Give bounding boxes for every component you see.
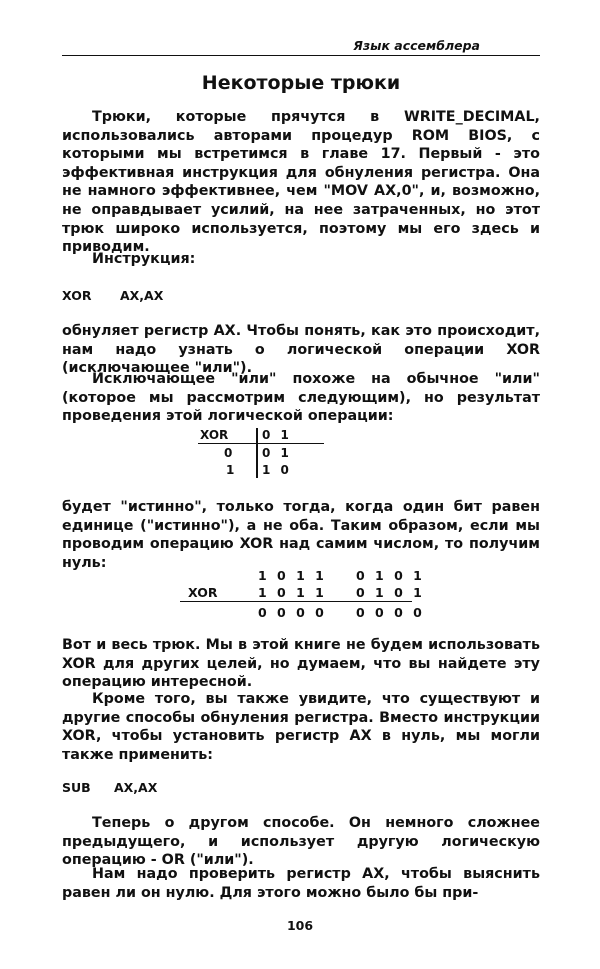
calc-sum-rule bbox=[180, 601, 412, 602]
section-title: Некоторые трюки bbox=[201, 72, 401, 94]
calc-operand-a: 1 0 1 1 bbox=[258, 568, 327, 583]
xor-truth-table bbox=[198, 428, 328, 480]
truth-table-header-values: 0 1 bbox=[262, 428, 292, 442]
calc-result-b: 0 0 0 0 bbox=[356, 605, 425, 620]
code-opcode: XOR bbox=[62, 288, 92, 303]
paragraph-trick-summary: Вот и весь трюк. Мы в этой книге не будем использовать XOR для других целей, но думаем, что вы найдете эту операцию интересной. bbox=[62, 637, 540, 691]
truth-table-row-label: 1 bbox=[226, 463, 235, 477]
truth-table-vertical-rule bbox=[256, 428, 258, 478]
truth-table-row-values: 1 0 bbox=[262, 463, 292, 477]
code-opcode: SUB bbox=[62, 780, 91, 795]
running-head: Язык ассемблера bbox=[353, 38, 480, 53]
code-operands: AX,AX bbox=[114, 780, 158, 795]
truth-table-row-label: 0 bbox=[224, 446, 233, 460]
paragraph-intro: Трюки, которые прячутся в WRITE_DECIMAL, использовались авторами процедур ROM BIOS, с которыми мы встретимся в главе 17. Первый - это эффективная инструкция для обнуления регистра. Она не намного эффективнее, чем "MOV AX,0", и, возможно, не оправдывает усилий, на нее затраченных, но этот трюк широко используется, поэтому мы его здесь и приводим. bbox=[62, 109, 540, 256]
paragraph-instruction-label: Инструкция: bbox=[92, 251, 196, 267]
code-line-xor bbox=[62, 288, 164, 303]
paragraph-check-zero: Нам надо проверить регистр АХ, чтобы выяснить равен ли он нулю. Для этого можно было бы при- bbox=[62, 866, 540, 901]
calc-result-a: 0 0 0 0 bbox=[258, 605, 327, 620]
code-operands: AX,AX bbox=[120, 288, 164, 303]
calc-operand-b: 0 1 0 1 bbox=[356, 568, 425, 583]
paragraph-or-method: Теперь о другом способе. Он немного сложнее предыдущего, и использует другую логическую операцию - OR ("или"). bbox=[62, 815, 540, 869]
paragraph-other-methods: Кроме того, вы также увидите, что существуют и другие способы обнуления регистра. Вместо инструкции XOR, чтобы установить регистр АХ в нуль, мы могли также применить: bbox=[62, 691, 540, 763]
truth-table-header-label: XOR bbox=[200, 428, 229, 442]
paragraph-xor-compare: Исключающее "или" похоже на обычное "или" (которое мы рассмотрим следующим), но результат проведения этой логической операции: bbox=[62, 371, 540, 425]
truth-table-horizontal-rule bbox=[198, 443, 324, 444]
calc-operand-a: 1 0 1 1 bbox=[258, 585, 327, 600]
code-line-sub bbox=[62, 780, 158, 795]
xor-calculation bbox=[180, 568, 425, 624]
running-head-rule bbox=[62, 55, 540, 56]
truth-table-row-values: 0 1 bbox=[262, 446, 292, 460]
paragraph-xor-explain: обнуляет регистр АХ. Чтобы понять, как это происходит, нам надо узнать о логической операции XOR (исключающее "или"). bbox=[62, 323, 540, 377]
paragraph-xor-result: будет "истинно", только тогда, когда один бит равен единице ("истинно"), а не оба. Таким образом, если мы проводим операцию XOR над самим числом, то получим нуль: bbox=[62, 499, 540, 571]
page-number: 106 bbox=[286, 918, 314, 933]
calc-operator-label: XOR bbox=[188, 585, 218, 600]
calc-operand-b: 0 1 0 1 bbox=[356, 585, 425, 600]
